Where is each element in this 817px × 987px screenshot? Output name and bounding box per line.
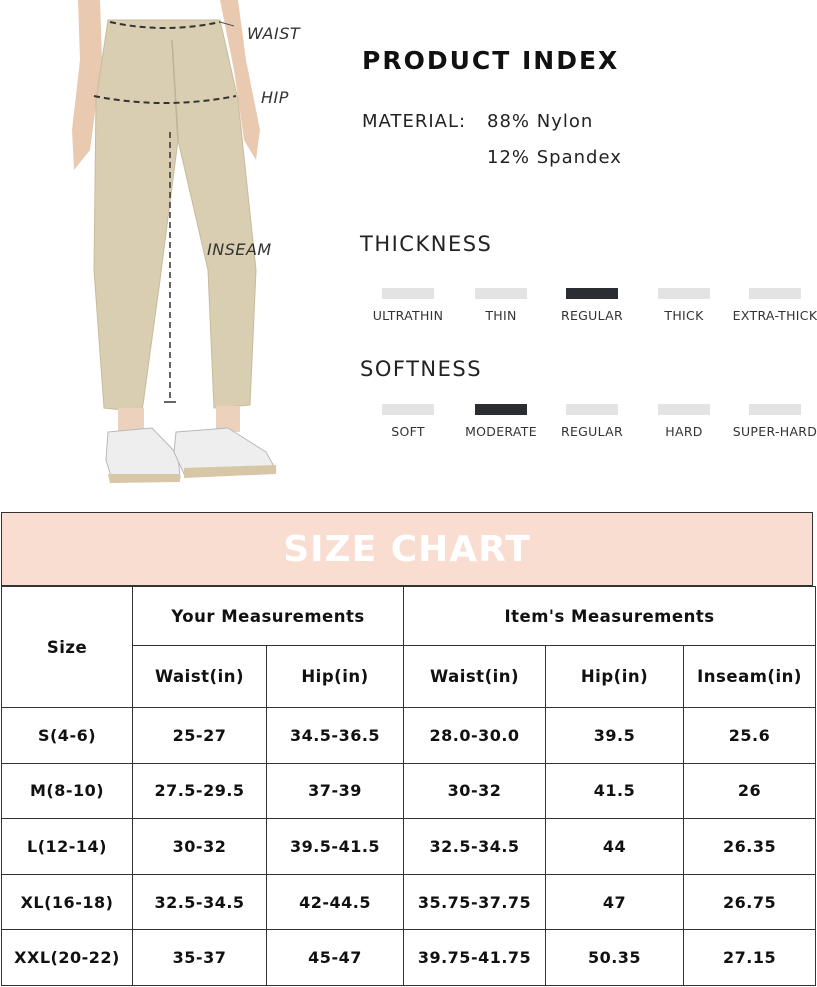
scale-label: EXTRA-THICK [732,308,817,323]
scale-bar [566,288,618,299]
waist-label: WAIST [247,24,301,43]
scale-label: THIN [485,308,517,323]
scale-label: REGULAR [560,308,623,323]
table-cell: 26.35 [684,819,816,875]
table-cell: 25.6 [684,708,816,764]
table-cell: 45-47 [267,930,404,986]
table-cell: 27.5-29.5 [133,763,267,819]
pants-illustration [60,0,350,490]
table-row [2,930,816,986]
softness-option [362,404,454,439]
table-row [2,763,816,819]
table-cell: S(4-6) [2,708,133,764]
scale-label: THICK [664,308,704,323]
table-header-row [2,587,816,646]
column-header: Waist(in) [133,646,267,708]
table-cell: 32.5-34.5 [133,874,267,930]
scale-label: ULTRATHIN [372,308,444,323]
scale-label: SUPER-HARD [732,424,817,439]
scale-label: HARD [665,424,703,439]
inseam-label: INSEAM [207,240,272,259]
scale-bar [382,288,434,299]
table-cell: 27.15 [684,930,816,986]
table-cell: 32.5-34.5 [404,819,546,875]
left-shoe [106,428,180,480]
table-cell: 37-39 [267,763,404,819]
hip-label: HIP [261,88,289,107]
table-cell: 26 [684,763,816,819]
thickness-option [362,288,454,323]
table-cell: 41.5 [546,763,684,819]
product-index-title: PRODUCT INDEX [362,46,620,75]
softness-option [729,404,817,439]
table-row [2,874,816,930]
size-chart-header [1,512,813,586]
table-cell: 35.75-37.75 [404,874,546,930]
size-table [1,586,816,986]
scale-bar [749,404,801,415]
scale-bar [749,288,801,299]
table-cell: 39.5 [546,708,684,764]
column-header: Hip(in) [267,646,404,708]
scale-bar [658,288,710,299]
softness-option [455,404,547,439]
softness-option [546,404,638,439]
material-line: 12% Spandex [487,147,622,168]
scale-bar [475,404,527,415]
material-line: 88% Nylon [487,111,594,132]
table-cell: 28.0-30.0 [404,708,546,764]
column-header: Waist(in) [404,646,546,708]
table-cell: 39.5-41.5 [267,819,404,875]
thickness-option [638,288,730,323]
table-cell: 35-37 [133,930,267,986]
table-cell: 30-32 [133,819,267,875]
column-header: Inseam(in) [684,646,816,708]
item-measurements-header: Item's Measurements [404,587,816,646]
thickness-option [729,288,817,323]
your-measurements-header: Your Measurements [133,587,404,646]
table-cell: 39.75-41.75 [404,930,546,986]
scale-bar [658,404,710,415]
thickness-option [455,288,547,323]
size-chart-title: SIZE CHART [283,528,531,570]
table-cell: 34.5-36.5 [267,708,404,764]
table-cell: XXL(20-22) [2,930,133,986]
thickness-title: THICKNESS [360,232,493,256]
material-label: MATERIAL: [362,111,467,132]
table-cell: 30-32 [404,763,546,819]
scale-label: MODERATE [465,424,537,439]
table-cell: 42-44.5 [267,874,404,930]
size-header: Size [2,587,133,708]
thickness-option [546,288,638,323]
product-photo [60,0,350,490]
table-cell: 26.75 [684,874,816,930]
scale-bar [475,288,527,299]
scale-label: REGULAR [560,424,623,439]
table-cell: 44 [546,819,684,875]
table-cell: 47 [546,874,684,930]
table-row [2,819,816,875]
table-cell: 25-27 [133,708,267,764]
scale-bar [382,404,434,415]
table-cell: 50.35 [546,930,684,986]
table-cell: L(12-14) [2,819,133,875]
table-cell: XL(16-18) [2,874,133,930]
softness-title: SOFTNESS [360,357,483,381]
table-cell: M(8-10) [2,763,133,819]
softness-option [638,404,730,439]
column-header: Hip(in) [546,646,684,708]
scale-label: SOFT [391,424,425,439]
scale-bar [566,404,618,415]
size-chart [1,512,815,986]
table-row [2,708,816,764]
